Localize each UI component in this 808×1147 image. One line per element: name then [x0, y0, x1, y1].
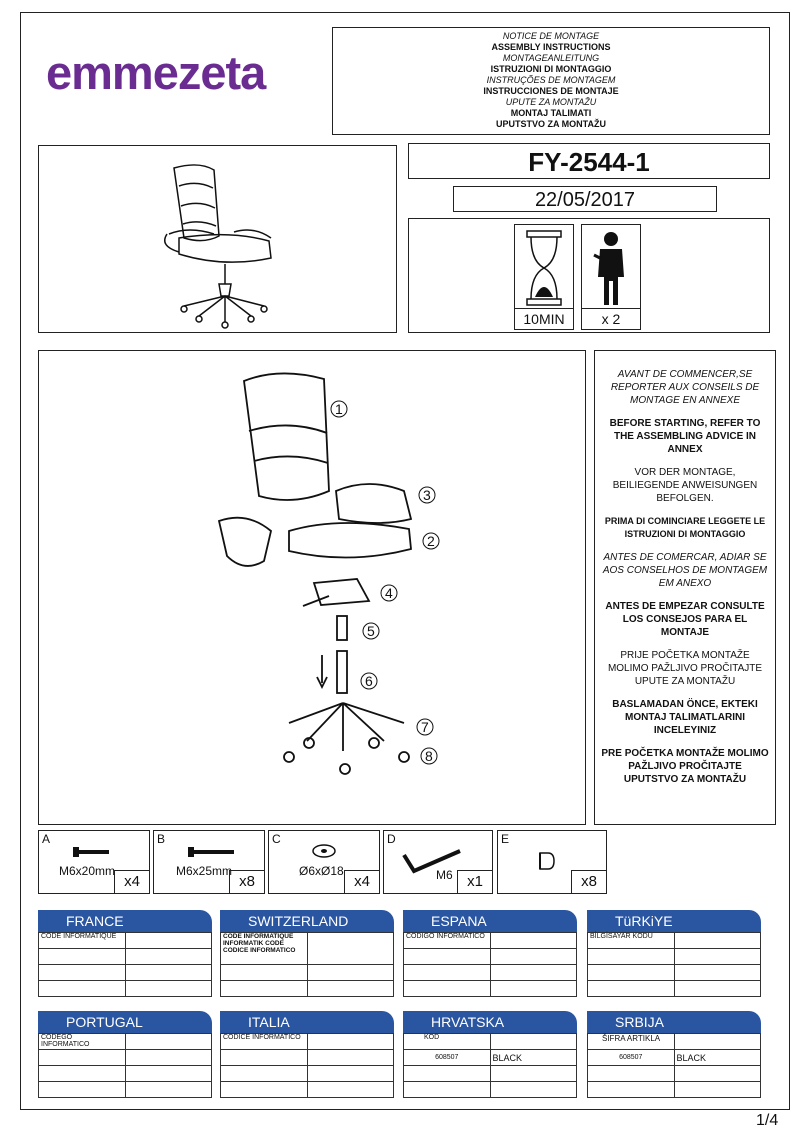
part-size: Ø6xØ18 [299, 864, 344, 878]
advice-rs: PRE POČETKA MONTAŽE MOLIMO PAŽLJIVO PROČITAJTE UPUTSTVO ZA MONTAŽU [601, 748, 769, 785]
country-switzerland [220, 910, 394, 997]
country-italia [220, 1011, 394, 1098]
code-label: CODEGO INFORMATICO [39, 1034, 126, 1050]
cap-icon [534, 849, 558, 873]
page-number: 1/4 [756, 1112, 779, 1129]
exploded-diagram [38, 350, 586, 825]
callout-7: 7 [421, 719, 429, 735]
screw-icon [188, 845, 238, 859]
callout-5: 5 [367, 623, 375, 639]
country-name: TüRKiYE [587, 910, 761, 932]
article-code: 608507 [588, 1050, 675, 1066]
advice-hr: PRIJE POČETKA MONTAŽE MOLIMO PAŽLJIVO PROČITAJTE UPUTE ZA MONTAŽU [607, 650, 763, 687]
country-hrvatska [403, 1011, 577, 1098]
screw-icon [73, 845, 113, 859]
country-turkiye [587, 910, 761, 997]
part-size: M6x25mm [176, 864, 233, 878]
code-label: CODE INFORMATIQUE INFORMATIK CODE CODICE INFORMATICO [221, 933, 308, 965]
part-e [497, 830, 607, 894]
notice-line: MONTAGEANLEITUNG [502, 53, 600, 63]
chair-parts-icon [39, 351, 585, 824]
notice-line: NOTICE DE MONTAGE [502, 31, 600, 41]
notice-line: INSTRUCCIONES DE MONTAJE [483, 86, 619, 96]
washer-icon [311, 843, 337, 859]
notice-line: UPUTSTVO ZA MONTAŽU [496, 119, 606, 129]
advice-fr: AVANT DE COMMENCER,SE REPORTER AUX CONSEILS DE MONTAGE EN ANNEXE [610, 369, 760, 406]
worker-icon [582, 225, 640, 309]
persons-label: x 2 [582, 308, 640, 329]
brand-logo: emmezeta [46, 46, 266, 99]
country-srbija [587, 1011, 761, 1098]
part-letter: A [42, 832, 51, 846]
part-b [153, 830, 265, 894]
part-qty: x4 [114, 870, 149, 893]
code-label: ŠIFRA ARTIKLA [588, 1034, 675, 1050]
part-qty: x1 [457, 870, 492, 893]
advice-tr: BASLAMADAN ÖNCE, EKTEKI MONTAJ TALIMATLARINI INCELEYINIZ [612, 699, 758, 736]
advice-en: BEFORE STARTING, REFER TO THE ASSEMBLING ADVICE IN ANNEX [609, 418, 761, 455]
document-date: 22/05/2017 [453, 186, 717, 212]
part-qty: x8 [229, 870, 264, 893]
part-letter: E [501, 832, 510, 846]
advice-de: VOR DER MONTAGE, BEILIEGENDE ANWEISUNGEN BEFOLGEN. [612, 467, 758, 504]
country-name: HRVATSKA [403, 1011, 577, 1033]
persons-required [581, 224, 641, 330]
time-label: 10MIN [515, 308, 573, 329]
country-name: ESPANA [403, 910, 577, 932]
part-qty: x8 [571, 870, 606, 893]
country-name: SRBIJA [587, 1011, 761, 1033]
office-chair-icon [39, 146, 396, 332]
code-label: CODICE INFORMATICO [221, 1034, 308, 1050]
part-letter: B [157, 832, 166, 846]
assembly-time [514, 224, 574, 330]
advice-pt: ANTES DE COMERCAR, ADIAR SE AOS CONSELHOS DE MONTAGEM EM ANEXO [602, 552, 768, 589]
code-label: BİLGİSAYAR KODU [588, 933, 675, 949]
article-color: BLACK [490, 1050, 577, 1066]
notice-line: MONTAJ TALIMATI [510, 108, 592, 118]
part-qty: x4 [344, 870, 379, 893]
article-color: BLACK [674, 1050, 761, 1066]
country-name: FRANCE [38, 910, 212, 932]
part-c [268, 830, 380, 894]
country-name: ITALIA [220, 1011, 394, 1033]
advice-es: ANTES DE EMPEZAR CONSULTE LOS CONSEJOS PARA EL MONTAJE [605, 601, 765, 638]
country-portugal [38, 1011, 212, 1098]
notice-line: UPUTE ZA MONTAŽU [505, 97, 597, 107]
callout-1: 1 [335, 401, 343, 417]
part-size: M6 [436, 868, 453, 882]
part-letter: D [387, 832, 396, 846]
notice-line: ASSEMBLY INSTRUCTIONS [491, 42, 611, 52]
notice-box [332, 27, 770, 135]
advice-panel [594, 350, 776, 825]
part-size: M6x20mm [59, 864, 116, 878]
code-label: CODIGO INFORMATICO [404, 933, 491, 949]
part-a [38, 830, 150, 894]
callout-8: 8 [425, 748, 433, 764]
chair-preview [38, 145, 397, 333]
notice-line: ISTRUZIONI DI MONTAGGIO [490, 64, 612, 74]
part-letter: C [272, 832, 281, 846]
callout-6: 6 [365, 673, 373, 689]
callout-3: 3 [423, 487, 431, 503]
country-name: PORTUGAL [38, 1011, 212, 1033]
article-code: 608507 [404, 1050, 491, 1066]
part-d [383, 830, 493, 894]
country-name: SWITZERLAND [220, 910, 394, 932]
country-france [38, 910, 212, 997]
callout-4: 4 [385, 585, 393, 601]
code-label: KOD [404, 1034, 491, 1050]
hourglass-icon [515, 225, 573, 309]
country-espana [403, 910, 577, 997]
allen-key-icon [400, 845, 464, 875]
advice-it: PRIMA DI COMINCIARE LEGGETE LE ISTRUZIONI DI MONTAGGIO [604, 516, 766, 539]
callout-2: 2 [427, 533, 435, 549]
notice-line: INSTRUÇÕES DE MONTAGEM [486, 75, 616, 85]
model-number: FY-2544-1 [408, 143, 770, 179]
code-label: CODE INFORMATIQUE [39, 933, 126, 949]
